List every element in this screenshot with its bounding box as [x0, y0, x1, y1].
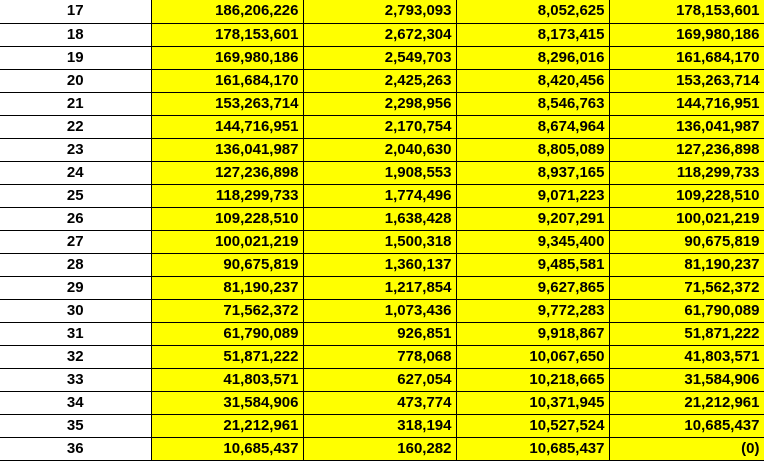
- period-cell[interactable]: 27: [0, 230, 151, 253]
- beginning-balance-cell[interactable]: 169,980,186: [151, 46, 303, 69]
- interest-cell[interactable]: 1,638,428: [303, 207, 456, 230]
- table-row: [0, 161, 764, 184]
- period-cell[interactable]: 31: [0, 322, 151, 345]
- ending-balance-cell[interactable]: (0): [609, 437, 764, 460]
- ending-balance-cell[interactable]: 81,190,237: [609, 253, 764, 276]
- beginning-balance-cell[interactable]: 178,153,601: [151, 23, 303, 46]
- period-cell[interactable]: 32: [0, 345, 151, 368]
- beginning-balance-cell[interactable]: 127,236,898: [151, 161, 303, 184]
- principal-cell[interactable]: 9,345,400: [456, 230, 609, 253]
- principal-cell[interactable]: 9,772,283: [456, 299, 609, 322]
- ending-balance-cell[interactable]: 169,980,186: [609, 23, 764, 46]
- interest-cell[interactable]: 1,360,137: [303, 253, 456, 276]
- beginning-balance-cell[interactable]: 136,041,987: [151, 138, 303, 161]
- period-cell[interactable]: 21: [0, 92, 151, 115]
- principal-cell[interactable]: 10,527,524: [456, 414, 609, 437]
- table-row: [0, 391, 764, 414]
- period-cell[interactable]: 25: [0, 184, 151, 207]
- beginning-balance-cell[interactable]: 109,228,510: [151, 207, 303, 230]
- ending-balance-cell[interactable]: 41,803,571: [609, 345, 764, 368]
- period-cell[interactable]: 36: [0, 437, 151, 460]
- interest-cell[interactable]: 2,425,263: [303, 69, 456, 92]
- beginning-balance-cell[interactable]: 51,871,222: [151, 345, 303, 368]
- interest-cell[interactable]: 1,073,436: [303, 299, 456, 322]
- period-cell[interactable]: 22: [0, 115, 151, 138]
- ending-balance-cell[interactable]: 90,675,819: [609, 230, 764, 253]
- principal-cell[interactable]: 10,685,437: [456, 437, 609, 460]
- principal-cell[interactable]: 8,805,089: [456, 138, 609, 161]
- interest-cell[interactable]: 778,068: [303, 345, 456, 368]
- period-cell[interactable]: 19: [0, 46, 151, 69]
- table-row: [0, 299, 764, 322]
- table-row: [0, 322, 764, 345]
- beginning-balance-cell[interactable]: 118,299,733: [151, 184, 303, 207]
- table-row: [0, 23, 764, 46]
- table-row: [0, 345, 764, 368]
- principal-cell[interactable]: 8,420,456: [456, 69, 609, 92]
- interest-cell[interactable]: 1,774,496: [303, 184, 456, 207]
- beginning-balance-cell[interactable]: 61,790,089: [151, 322, 303, 345]
- interest-cell[interactable]: 2,170,754: [303, 115, 456, 138]
- table-row: [0, 207, 764, 230]
- period-cell[interactable]: 33: [0, 368, 151, 391]
- beginning-balance-cell[interactable]: 90,675,819: [151, 253, 303, 276]
- principal-cell[interactable]: 9,207,291: [456, 207, 609, 230]
- principal-cell[interactable]: 9,071,223: [456, 184, 609, 207]
- period-cell[interactable]: 35: [0, 414, 151, 437]
- principal-cell[interactable]: 8,937,165: [456, 161, 609, 184]
- period-cell[interactable]: 34: [0, 391, 151, 414]
- ending-balance-cell[interactable]: 161,684,170: [609, 46, 764, 69]
- beginning-balance-cell[interactable]: 31,584,906: [151, 391, 303, 414]
- ending-balance-cell[interactable]: 31,584,906: [609, 368, 764, 391]
- principal-cell[interactable]: 8,674,964: [456, 115, 609, 138]
- table-row: [0, 138, 764, 161]
- principal-cell[interactable]: 10,371,945: [456, 391, 609, 414]
- principal-cell[interactable]: 8,173,415: [456, 23, 609, 46]
- interest-cell[interactable]: 473,774: [303, 391, 456, 414]
- interest-cell[interactable]: 2,793,093: [303, 0, 456, 23]
- principal-cell[interactable]: 9,627,865: [456, 276, 609, 299]
- table-row: [0, 46, 764, 69]
- beginning-balance-cell[interactable]: 71,562,372: [151, 299, 303, 322]
- interest-cell[interactable]: 2,672,304: [303, 23, 456, 46]
- table-row: [0, 69, 764, 92]
- ending-balance-cell[interactable]: 178,153,601: [609, 0, 764, 23]
- interest-cell[interactable]: 1,217,854: [303, 276, 456, 299]
- principal-cell[interactable]: 8,546,763: [456, 92, 609, 115]
- table-row: [0, 253, 764, 276]
- principal-cell[interactable]: 9,485,581: [456, 253, 609, 276]
- beginning-balance-cell[interactable]: 161,684,170: [151, 69, 303, 92]
- table-row: [0, 0, 764, 23]
- ending-balance-cell[interactable]: 51,871,222: [609, 322, 764, 345]
- principal-cell[interactable]: 9,918,867: [456, 322, 609, 345]
- beginning-balance-cell[interactable]: 10,685,437: [151, 437, 303, 460]
- beginning-balance-cell[interactable]: 186,206,226: [151, 0, 303, 23]
- interest-cell[interactable]: 160,282: [303, 437, 456, 460]
- interest-cell[interactable]: 318,194: [303, 414, 456, 437]
- ending-balance-cell[interactable]: 109,228,510: [609, 184, 764, 207]
- period-cell[interactable]: 26: [0, 207, 151, 230]
- principal-cell[interactable]: 10,218,665: [456, 368, 609, 391]
- principal-cell[interactable]: 8,052,625: [456, 0, 609, 23]
- beginning-balance-cell[interactable]: 153,263,714: [151, 92, 303, 115]
- ending-balance-cell[interactable]: 153,263,714: [609, 69, 764, 92]
- table-row: [0, 92, 764, 115]
- ending-balance-cell[interactable]: 21,212,961: [609, 391, 764, 414]
- period-cell[interactable]: 23: [0, 138, 151, 161]
- ending-balance-cell[interactable]: 118,299,733: [609, 161, 764, 184]
- ending-balance-cell[interactable]: 144,716,951: [609, 92, 764, 115]
- table-row: [0, 437, 764, 460]
- interest-cell[interactable]: 926,851: [303, 322, 456, 345]
- interest-cell[interactable]: 2,040,630: [303, 138, 456, 161]
- table-row: [0, 414, 764, 437]
- period-cell[interactable]: 20: [0, 69, 151, 92]
- ending-balance-cell[interactable]: 71,562,372: [609, 276, 764, 299]
- table-row: [0, 230, 764, 253]
- interest-cell[interactable]: 2,549,703: [303, 46, 456, 69]
- interest-cell[interactable]: 627,054: [303, 368, 456, 391]
- interest-cell[interactable]: 2,298,956: [303, 92, 456, 115]
- ending-balance-cell[interactable]: 127,236,898: [609, 138, 764, 161]
- table-row: [0, 276, 764, 299]
- principal-cell[interactable]: 10,067,650: [456, 345, 609, 368]
- period-cell[interactable]: 17: [0, 0, 151, 23]
- period-cell[interactable]: 18: [0, 23, 151, 46]
- beginning-balance-cell[interactable]: 100,021,219: [151, 230, 303, 253]
- period-cell[interactable]: 29: [0, 276, 151, 299]
- beginning-balance-cell[interactable]: 41,803,571: [151, 368, 303, 391]
- interest-cell[interactable]: 1,908,553: [303, 161, 456, 184]
- table-row: [0, 368, 764, 391]
- interest-cell[interactable]: 1,500,318: [303, 230, 456, 253]
- table-row: [0, 184, 764, 207]
- beginning-balance-cell[interactable]: 144,716,951: [151, 115, 303, 138]
- ending-balance-cell[interactable]: 100,021,219: [609, 207, 764, 230]
- beginning-balance-cell[interactable]: 21,212,961: [151, 414, 303, 437]
- table-row: [0, 115, 764, 138]
- ending-balance-cell[interactable]: 136,041,987: [609, 115, 764, 138]
- period-cell[interactable]: 24: [0, 161, 151, 184]
- beginning-balance-cell[interactable]: 81,190,237: [151, 276, 303, 299]
- ending-balance-cell[interactable]: 10,685,437: [609, 414, 764, 437]
- period-cell[interactable]: 30: [0, 299, 151, 322]
- period-cell[interactable]: 28: [0, 253, 151, 276]
- principal-cell[interactable]: 8,296,016: [456, 46, 609, 69]
- ending-balance-cell[interactable]: 61,790,089: [609, 299, 764, 322]
